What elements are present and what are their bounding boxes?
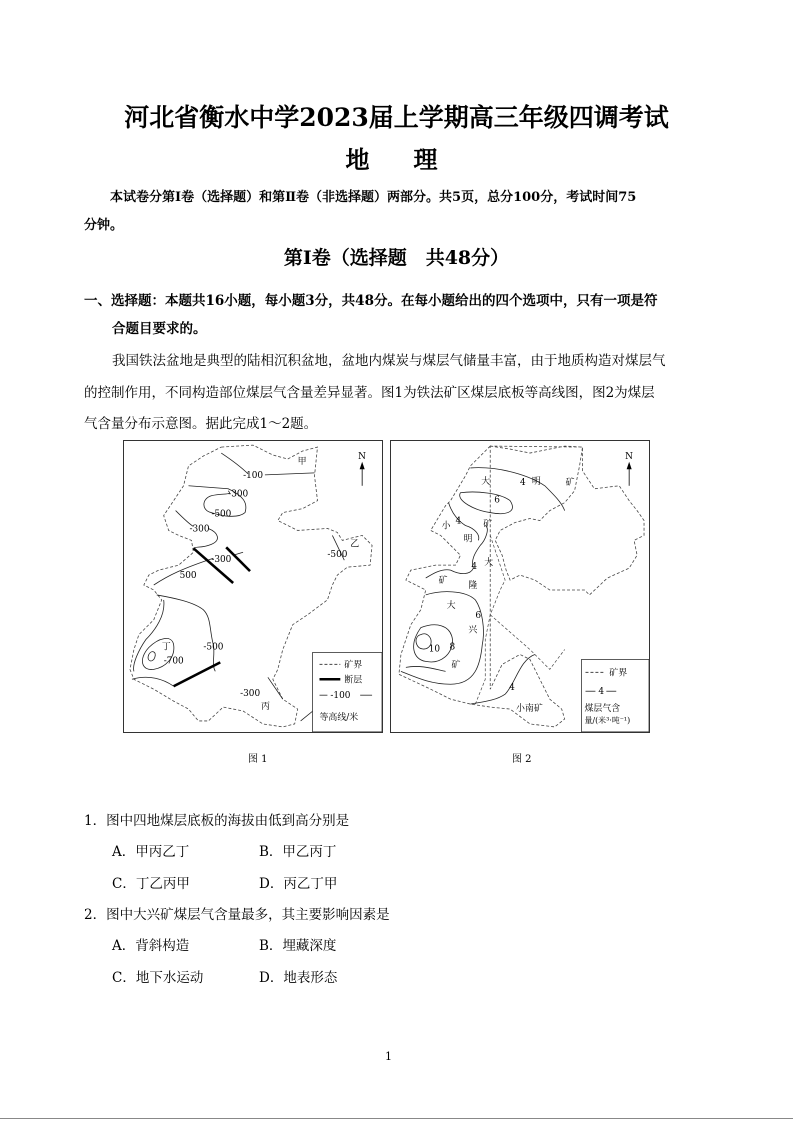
map-label: 兴: [468, 625, 478, 636]
figure-1-legend: [313, 652, 382, 731]
intro-line-1: 本试卷分第Ⅰ卷（选择题）和第Ⅱ卷（非选择题）两部分。共5页，总分100分，考试时间75: [110, 190, 637, 205]
map-label: 明: [531, 476, 541, 487]
fault-line: [193, 548, 233, 583]
map-label: -500: [203, 642, 224, 653]
map-label: 矿: [451, 660, 461, 671]
page-bottom-divider: [0, 1118, 793, 1119]
map-label: 矿: [565, 477, 575, 488]
map-label: -100: [330, 691, 351, 702]
map-label: -500: [211, 509, 232, 520]
map-label: -100: [243, 470, 264, 481]
map-label: 明: [463, 534, 473, 545]
map-label: 甲: [297, 456, 307, 467]
question-2-option-b: B．埋藏深度: [259, 938, 337, 954]
map-label: 10: [428, 644, 441, 655]
question-2-option-c: C．地下水运动: [112, 970, 204, 986]
map-label: 丁: [161, 642, 171, 653]
question-2-option-a: A．背斜构造: [112, 938, 190, 954]
question-1-stem: 1．图中四地煤层底板的海拔由低到高分别是: [84, 813, 350, 829]
map-label: 矿: [483, 519, 493, 530]
figure-2-caption: 图 2: [512, 754, 532, 765]
figure-1-caption: 图 1: [248, 754, 268, 765]
subject-title: 地 理: [345, 145, 448, 174]
map-label: 6: [475, 610, 482, 621]
map-label: 500: [179, 571, 197, 582]
map-label: 大: [446, 600, 456, 611]
map-label: 断层: [344, 675, 363, 686]
mine-boundary: [490, 446, 644, 595]
map-label: 4: [509, 683, 515, 694]
intro-line-2: 分钟。: [84, 218, 124, 233]
map-label: 小南矿: [516, 704, 543, 715]
map-label: 丙: [260, 702, 270, 713]
map-label: -300: [189, 524, 210, 535]
instructions-line-1: 一、选择题：本题共16小题，每小题3分，共48分。在每小题给出的四个选项中，只有一项是符: [84, 293, 658, 309]
figure-2-gas-map: [390, 440, 650, 733]
map-label: 乙: [350, 539, 360, 550]
map-label: N: [625, 451, 633, 462]
question-1-option-d: D．丙乙丁甲: [259, 876, 338, 892]
map-label: 煤层气含: [584, 704, 621, 715]
figure-1-contour-map: [123, 440, 383, 733]
map-label: -300: [228, 489, 249, 500]
map-label: -300: [211, 555, 232, 566]
map-label: 量/(米³·吨⁻¹): [584, 715, 631, 725]
question-2-stem: 2．图中大兴矿煤层气含量最多，其主要影响因素是: [84, 907, 390, 923]
instructions-line-2: 合题目要求的。: [112, 321, 207, 337]
map-label: 大: [481, 476, 491, 487]
map-label: 矿界: [609, 668, 628, 679]
map-label: 4: [471, 562, 478, 573]
passage-line-2: 的控制作用，不同构造部位煤层气含量差异显著。图1为铁法矿区煤层底板等高线图，图2为煤层: [84, 385, 655, 401]
map-label: 4: [455, 516, 462, 527]
north-arrow: [360, 463, 364, 486]
north-label: N: [358, 451, 366, 462]
question-1-option-a: A．甲丙乙丁: [112, 844, 190, 860]
map-label: -300: [240, 689, 261, 700]
question-1-option-b: B．甲乙丙丁: [259, 844, 337, 860]
map-label: -700: [163, 656, 184, 667]
map-label: 8: [449, 642, 456, 653]
page-number: 1: [385, 1050, 392, 1063]
map-label: 大: [484, 558, 494, 569]
question-2-option-d: D．地表形态: [259, 970, 338, 986]
map-label: 等高线/米: [319, 712, 359, 723]
map-label: 矿: [438, 576, 448, 587]
north-arrow: [627, 463, 631, 486]
map-label: 4: [598, 687, 605, 698]
passage-line-1: 我国铁法盆地是典型的陆相沉积盆地，盆地内煤炭与煤层气储量丰富，由于地质构造对煤层气: [112, 353, 666, 369]
section-title: 第Ⅰ卷（选择题 共48分）: [283, 247, 510, 269]
map-label: 6: [494, 495, 500, 506]
passage-line-3: 气含量分布示意图。据此完成1～2题。: [84, 416, 318, 432]
map-label: 小: [441, 521, 451, 532]
figure-2-legend: [582, 659, 649, 731]
exam-title: 河北省衡水中学2023届上学期高三年级四调考试: [124, 103, 669, 132]
question-1-option-c: C．丁乙丙甲: [112, 876, 190, 892]
map-label: 4: [520, 477, 526, 488]
map-label: 隆: [468, 580, 478, 591]
map-label: -500: [327, 550, 348, 561]
map-label: 矿界: [344, 660, 363, 671]
